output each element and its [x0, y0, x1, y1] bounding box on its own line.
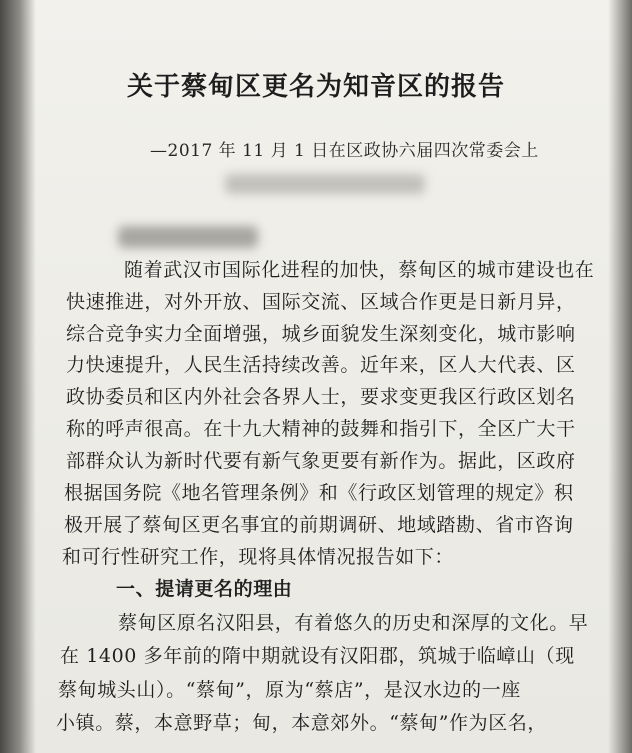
report-title: 关于蔡甸区更名为知音区的报告 [126, 72, 505, 102]
paragraph-1-line: 称的呼声很高。在十九大精神的鼓舞和指引下，全区广大干 [66, 418, 576, 440]
paragraph-1-line: 极开展了蔡甸区更名事宜的前期调研、地域踏勘、省市咨询 [64, 514, 574, 536]
paragraph-2-line: 小镇。蔡，本意野草；甸，本意郊外。“蔡甸”作为区名， [56, 712, 548, 734]
paragraph-1-line: 力快速提升，人民生活持续改善。近年来，区人大代表、区 [66, 354, 576, 376]
report-subtitle: —2017 年 11 月 1 日在区政协六届四次常委会上 [150, 141, 539, 161]
paragraph-1-line: 政协委员和区内外社会各界人士，要求变更我区行政区划名 [66, 386, 576, 408]
paragraph-2-line: 蔡甸区原名汉阳县，有着悠久的历史和深厚的文化。早 [118, 612, 589, 634]
paragraph-2-line: 蔡甸城头山）。“蔡甸”，原为“蔡店”，是汉水边的一座 [58, 679, 521, 701]
paragraph-2-line: 在 1400 多年前的隋中期就设有汉阳郡，筑城于临嶂山（现 [60, 645, 575, 667]
paragraph-1-line: 随着武汉市国际化进程的加快，蔡甸区的城市建设也在 [124, 259, 595, 281]
section-heading: 一、提请更名的理由 [116, 578, 293, 600]
paragraph-1-line: 根据国务院《地名管理条例》和《行政区划管理的规定》积 [64, 482, 574, 504]
paragraph-1-line: 综合竞争实力全面增强，城乡面貌发生深刻变化，城市影响 [66, 323, 576, 345]
paragraph-1-line: 部群众认为新时代要有新气象更要有新作为。据此，区政府 [66, 450, 576, 472]
paragraph-1-line: 和可行性研究工作，现将具体情况报告如下： [62, 546, 455, 568]
paragraph-1-line: 快速推进，对外开放、国际交流、区域合作更是日新月异， [66, 291, 576, 313]
